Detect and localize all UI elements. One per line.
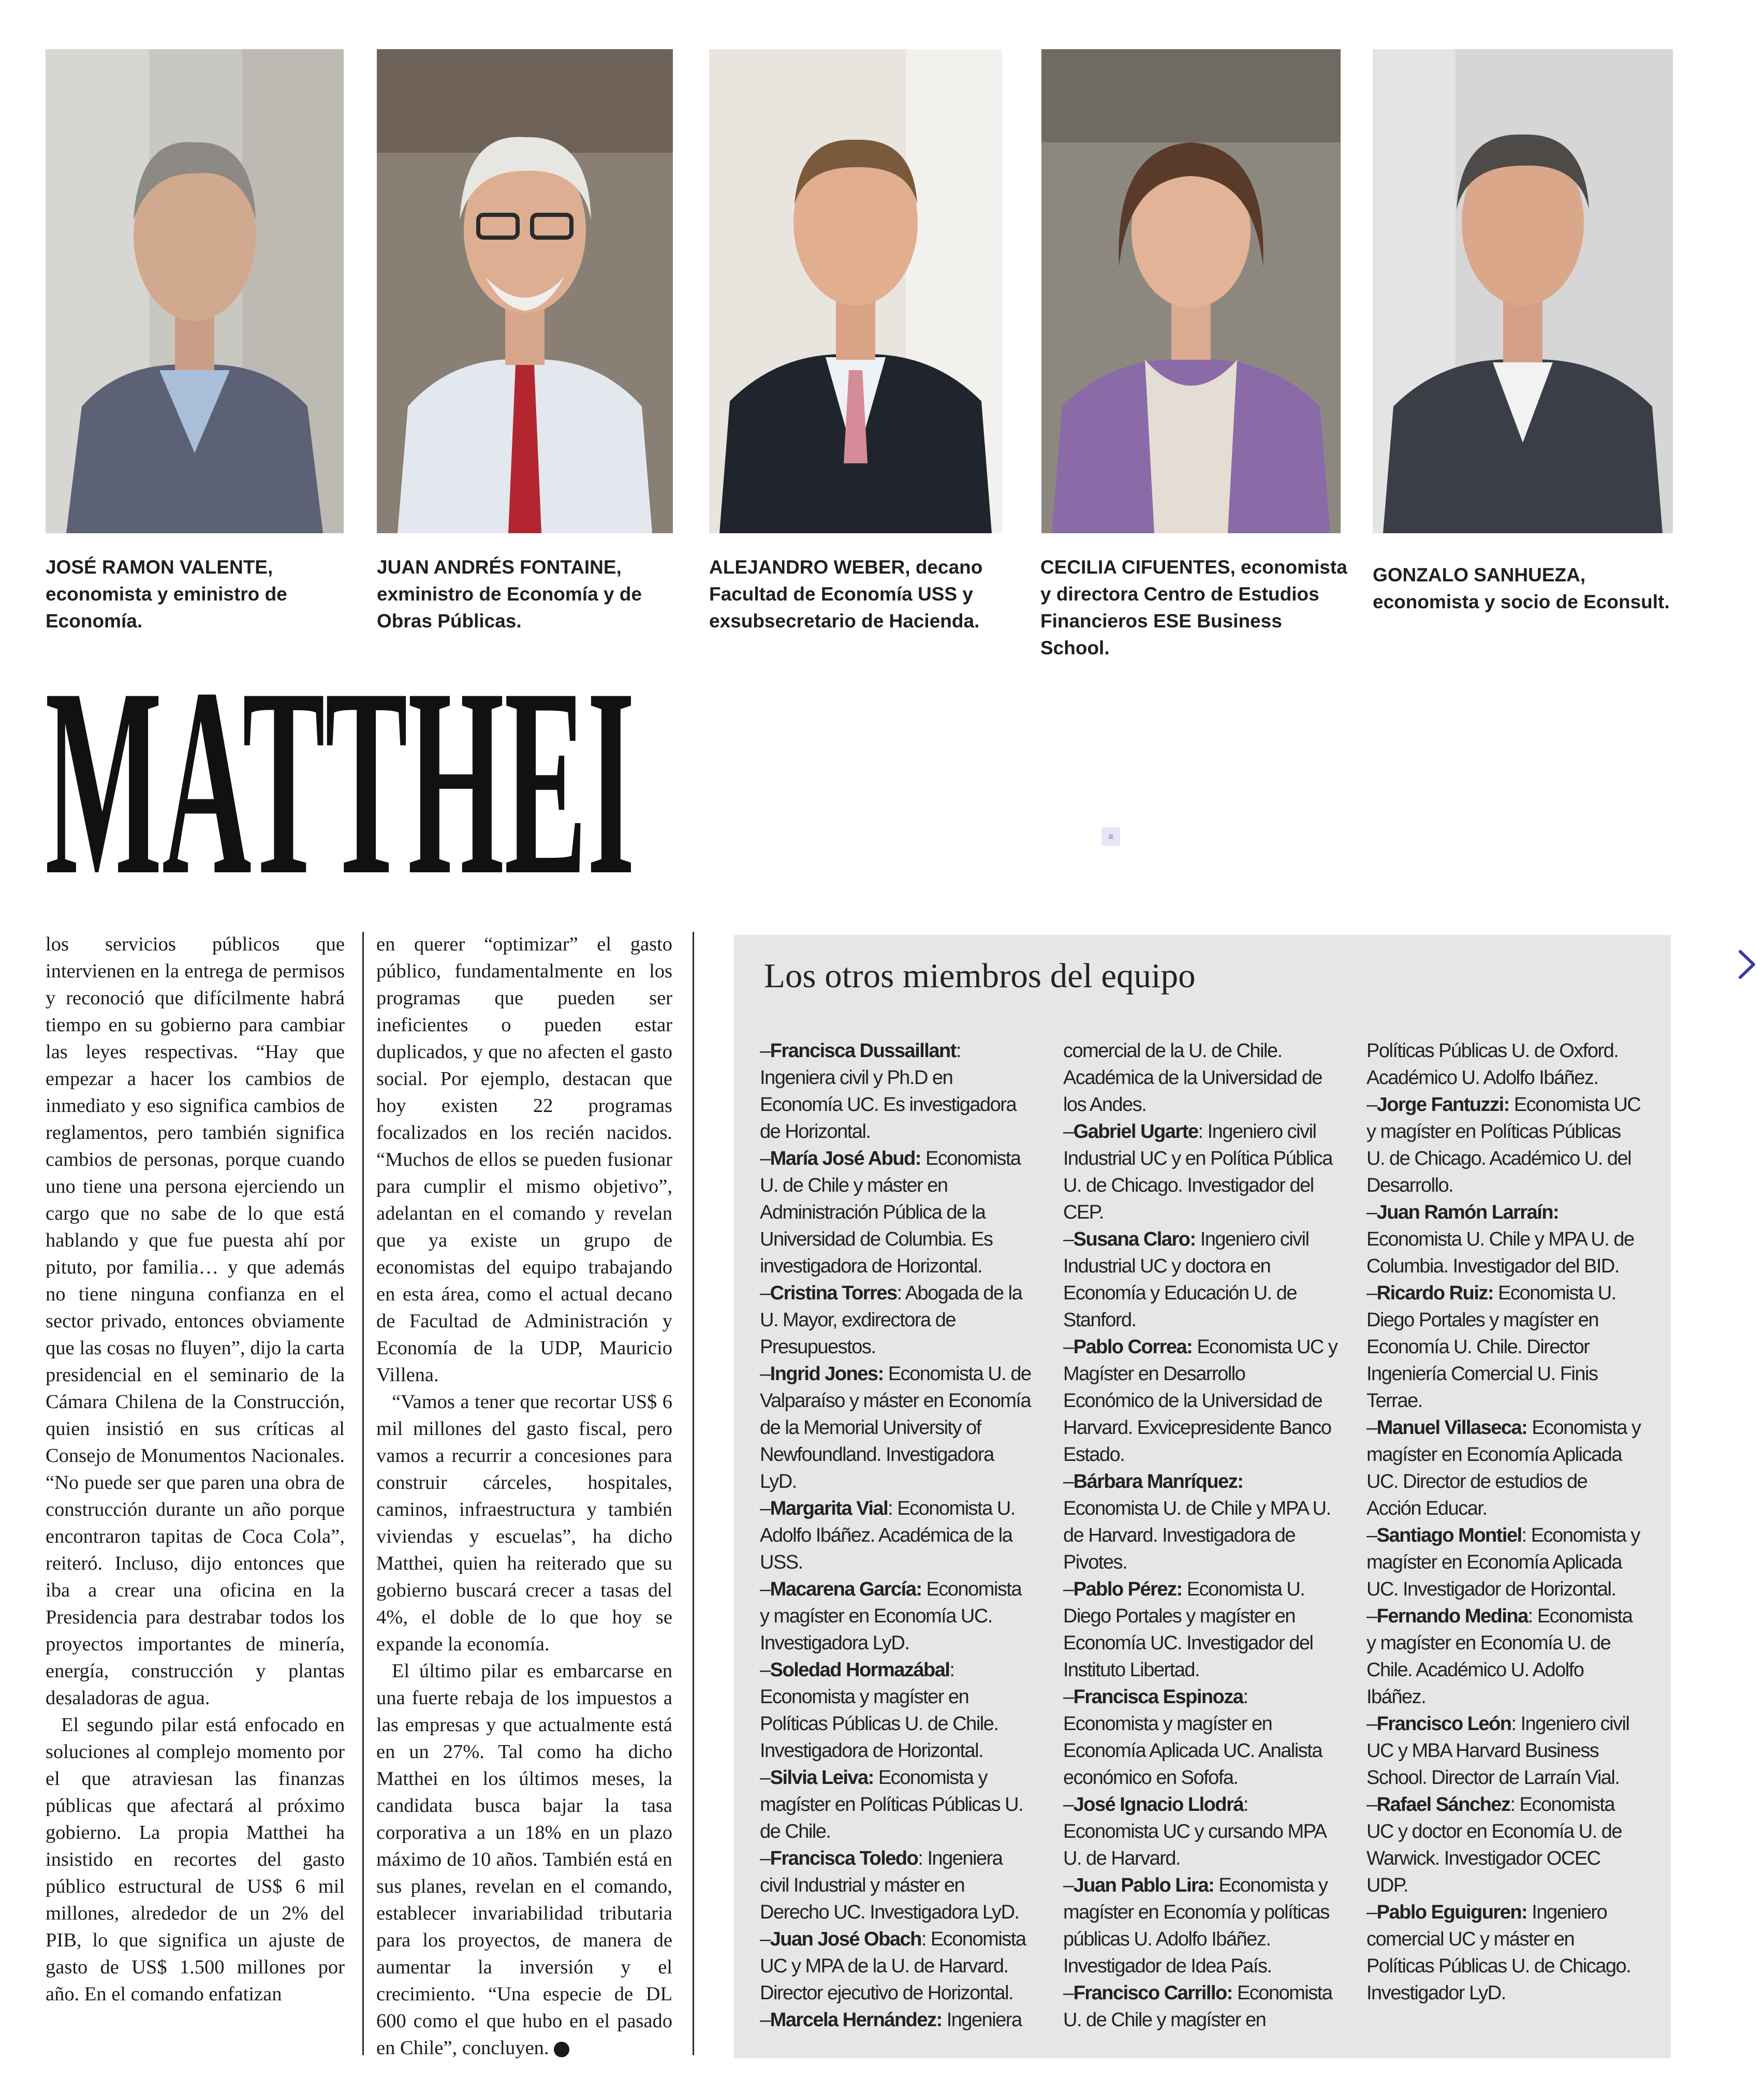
article-paragraph: “Vamos a tener que recortar US$ 6 mil millones del gasto fiscal, pero vamos a recurrir a concesiones para construir cárceles, hospitales, caminos, infraestructura y también viviendas y escuelas”, ha dicho Matthei, quien ha reiterado que su gobierno buscará crecer a tasas del 4%, el doble de lo que hoy se expande la economía. [376, 1391, 672, 1655]
team-member: –Santiago Montiel: Economista y magíster en Economía Aplicada UC. Investigador de Horizontal. [1366, 1525, 1640, 1600]
caption-role: economista y socio de Econsult. [1373, 591, 1670, 612]
team-member-desc: Abogada de la U. Mayor, exdirectora de Presupuestos. [760, 1282, 1022, 1358]
team-member-desc: Economista U. Diego Portales y magíster en Economía UC. Investigador del Instituto Libertad. [1063, 1578, 1313, 1681]
article-paragraph [376, 1658, 672, 2061]
team-member-desc: Economista UC y Magíster en Desarrollo Económico de la Universidad de Harvard. Exvicepresidente Banco Estado. [1063, 1336, 1337, 1466]
team-member-desc: Ingeniera civil Industrial y máster en Derecho UC. Investigadora LyD. [760, 1848, 1019, 1923]
caption-role: economista y eministro de Economía. [46, 583, 287, 632]
team-member-desc: Economista y magíster en Economía Aplicada UC. Investigador de Horizontal. [1366, 1525, 1640, 1600]
team-member-desc: Economista UC y magíster en Políticas Públicas U. de Chicago. Académico U. del Desarrollo. [1366, 1094, 1641, 1196]
team-member-desc: Ingeniera [942, 2009, 1022, 2031]
team-member-desc: Economista U. Diego Portales y magíster en Economía U. Chile. Director Ingeniería Comercial U. Finis Terrae. [1366, 1282, 1616, 1412]
team-member-desc: Ingeniero civil Industrial UC y doctora en Economía y Educación U. de Stanford. [1063, 1228, 1309, 1331]
team-member-name: Juan José Obach [770, 1928, 921, 1950]
team-member-name: Ricardo Ruiz: [1376, 1282, 1494, 1304]
caption-role: decano Facultad de Economía USS y exsubsecretario de Hacienda. [709, 557, 983, 632]
column-divider [693, 932, 694, 2055]
team-member-desc: Economista U. Adolfo Ibáñez. Académica de la USS. [760, 1498, 1015, 1573]
article-column-1 [46, 931, 345, 2008]
team-member: –Margarita Vial: Economista U. Adolfo Ibáñez. Académica de la USS. [760, 1498, 1015, 1573]
caption-name: CECILIA CIFUENTES, [1040, 557, 1236, 578]
caption-name: JOSÉ RAMON VALENTE, [46, 557, 273, 578]
team-member-name: Fernando Medina [1376, 1605, 1528, 1627]
team-member: –Juan José Obach: Economista UC y MPA de la U. de Harvard. Director ejecutivo de Horizontal. [760, 1928, 1026, 2004]
masthead-text: MATTHEI [45, 663, 635, 880]
team-member-desc: Economista y magíster en Economía Aplicada UC. Director de estudios de Acción Educar. [1366, 1417, 1641, 1519]
team-member-desc: Economista y magíster en Economía UC. Investigadora LyD. [760, 1578, 1022, 1654]
caption-name: JUAN ANDRÉS FONTAINE, [377, 557, 622, 578]
team-member: –María José Abud: Economista U. de Chile y máster en Administración Pública de la Universidad de Columbia. Es investigadora de Horizontal. [760, 1148, 1021, 1277]
caption-weber [709, 554, 1025, 635]
article-text: El último pilar es embarcarse en una fuerte rebaja de los impuestos a las empresas y que actualmente está en un 27%. Tal como ha dicho Matthei en los últimos meses, la candidata busca bajar la tasa corporativa a un 18% en un plazo máximo de 10 años. También está en sus planes, revelan en el comando, establecer invariabilidad tributaria para los proyectos, de manera de aumentar la inversión y el crecimiento. “Una especie de DL 600 como el que hubo en el pasado en Chile”, concluyen. [376, 1660, 672, 2059]
team-member-name: Pablo Eguiguren: [1376, 1901, 1527, 1923]
team-member: –José Ignacio Llodrá: Economista UC y cursando MPA U. de Harvard. [1063, 1794, 1326, 1869]
masthead-title [42, 663, 638, 880]
team-member-name: Manuel Villaseca: [1376, 1417, 1527, 1439]
team-member-desc: Economista y magíster en Economía y políticas públicas U. Adolfo Ibáñez. Investigador de Idea País. [1063, 1875, 1329, 1977]
team-member: –Francisca Espinoza: Economista y magíster en Economía Aplicada UC. Analista económico en Sofofa. [1063, 1686, 1322, 1789]
team-member: –Pablo Pérez: Economista U. Diego Portales y magíster en Economía UC. Investigador del Instituto Libertad. [1063, 1578, 1313, 1681]
photo-jose-ramon-valente [46, 49, 344, 533]
team-member-name: Bárbara Manríquez: [1073, 1471, 1243, 1492]
team-member-desc: Economista U. de Chile y magíster en [1063, 1982, 1332, 2031]
team-member [1063, 1037, 1337, 1118]
column-divider [362, 932, 364, 2055]
marker-icon[interactable]: ≡ [1101, 827, 1120, 846]
team-member-desc: Economista y magíster en Políticas Públicas U. de Chile. Investigadora de Horizontal. [760, 1686, 998, 1762]
team-member-name: Francisca Dussaillant [770, 1040, 956, 1062]
team-member-desc: Economista y magíster en Economía U. de Chile. Académico U. Adolfo Ibáñez. [1366, 1605, 1633, 1708]
team-member: –Pablo Eguiguren: Ingeniero comercial UC y máster en Políticas Públicas U. de Chicago. Investigador LyD. [1366, 1901, 1631, 2004]
team-member: –Bárbara Manríquez: Economista U. de Chile y MPA U. de Harvard. Investigadora de Pivotes. [1063, 1471, 1331, 1573]
team-member-name: Soledad Hormazábal [770, 1659, 950, 1681]
team-member-name: Juan Pablo Lira: [1073, 1875, 1214, 1896]
team-member-name: Francisca Toledo [770, 1848, 918, 1869]
team-member-name: Francisco León [1376, 1713, 1511, 1735]
team-member-desc: Economista U. de Valparaíso y máster en Economía de la Memorial University of Newfoundland. Investigadora LyD. [760, 1363, 1031, 1492]
team-member-name: Rafael Sánchez [1376, 1794, 1510, 1816]
team-member-name: Francisca Espinoza [1073, 1686, 1243, 1708]
team-member-name: Gabriel Ugarte [1073, 1121, 1198, 1143]
team-member: –Marcela Hernández: Ingeniera [760, 2009, 1022, 2031]
caption-fontaine [377, 554, 693, 635]
photo-alejandro-weber [709, 49, 1002, 533]
team-member-desc: Economista y magíster en Políticas Públicas U. de Chile. [760, 1767, 1023, 1842]
team-member-desc: Economista UC y doctor en Economía U. de Warwick. Investigador OCEC UDP. [1366, 1794, 1622, 1896]
photo-gonzalo-sanhueza [1373, 49, 1673, 533]
team-column-1 [760, 1037, 1034, 2033]
team-member: –Susana Claro: Ingeniero civil Industrial UC y doctora en Economía y Educación U. de Stanford. [1063, 1228, 1309, 1331]
team-member-name: Silvia Leiva: [770, 1767, 874, 1789]
team-member: –Ingrid Jones: Economista U. de Valparaíso y máster en Economía de la Memorial University of Newfoundland. Investigadora LyD. [760, 1363, 1031, 1492]
caption-sanhueza [1373, 562, 1694, 616]
team-member: –Juan Ramón Larraín: Economista U. Chile y MPA U. de Columbia. Investigador del BID. [1366, 1202, 1634, 1277]
team-member: –Juan Pablo Lira: Economista y magíster en Economía y políticas públicas U. Adolfo Ibáñez. Investigador de Idea País. [1063, 1875, 1329, 1977]
caption-valente [46, 554, 356, 635]
team-member-name: Pablo Correa: [1073, 1336, 1193, 1358]
caption-role: exministro de Economía y de Obras Públicas. [377, 583, 642, 632]
team-column-3 [1366, 1037, 1641, 2007]
team-member-desc: Ingeniero civil Industrial UC y en Política Pública U. de Chicago. Investigador del CEP. [1063, 1121, 1332, 1223]
team-member-name: José Ignacio Llodrá [1073, 1794, 1244, 1816]
team-box [734, 935, 1671, 2058]
article-paragraph: en querer “optimizar” el gasto público, fundamentalmente en los programas que pueden ser ineficientes o pueden estar duplicados, y que no afecten el gasto social. Por ejemplo, destacan que hoy existen 22 programas focalizados en los recién nacidos. “Muchos de ellos se pueden fusionar para cumplir el mismo objetivo”, adelantan en el comando y revelan que ya existe un grupo de economistas del equipo trabajando en esta área, como el actual decano de Facultad de Administración y Economía de la UDP, Mauricio Villena. [376, 933, 672, 1386]
team-member-name: María José Abud: [770, 1148, 921, 1169]
team-member: –Rafael Sánchez: Economista UC y doctor en Economía U. de Warwick. Investigador OCEC UDP. [1366, 1794, 1622, 1896]
team-member-desc: comercial de la U. de Chile. Académica de la Universidad de los Andes. [1063, 1040, 1322, 1116]
article-column-2 [376, 931, 672, 2061]
team-member-desc: Economista U. de Chile y MPA U. de Harvard. Investigadora de Pivotes. [1063, 1498, 1331, 1573]
team-member: –Francisco Carrillo: Economista U. de Chile y magíster en [1063, 1982, 1332, 2031]
team-member [1366, 1037, 1641, 1091]
team-member-name: Macarena García: [770, 1578, 922, 1600]
team-member: –Francisco León: Ingeniero civil UC y MBA Harvard Business School. Director de Larraín Vial. [1366, 1713, 1629, 1789]
end-mark: P [554, 2042, 569, 2057]
photo-juan-andres-fontaine [377, 49, 673, 533]
team-member-name: Santiago Montiel [1376, 1525, 1522, 1546]
team-member-name: Cristina Torres [770, 1282, 897, 1304]
team-member-name: Francisco Carrillo: [1073, 1982, 1232, 2004]
team-member: –Macarena García: Economista y magíster en Economía UC. Investigadora LyD. [760, 1578, 1022, 1654]
article-paragraph: El segundo pilar está enfocado en soluciones al complejo momento por el que atraviesan las finanzas públicas que afectará al próximo gobierno. La propia Matthei ha insistido en recortes del gasto público estructural de US$ 6 mil millones, alrededor de un 2% del PIB, lo que significa un ajuste de gasto de US$ 1.500 millones por año. En el comando enfatizan [46, 1714, 345, 2005]
team-member-desc: Economista UC y MPA de la U. de Harvard. Director ejecutivo de Horizontal. [760, 1928, 1026, 2004]
team-member-desc: Economista U. Chile y MPA U. de Columbia. Investigador del BID. [1366, 1228, 1634, 1277]
team-member: –Cristina Torres: Abogada de la U. Mayor, exdirectora de Presupuestos. [760, 1282, 1022, 1358]
team-member: –Ricardo Ruiz: Economista U. Diego Portales y magíster en Economía U. Chile. Director Ingeniería Comercial U. Finis Terrae. [1366, 1282, 1616, 1412]
team-column-2 [1063, 1037, 1337, 2033]
team-member-name: Juan Ramón Larraín: [1376, 1202, 1559, 1223]
team-member-name: Pablo Pérez: [1073, 1578, 1182, 1600]
team-member: –Manuel Villaseca: Economista y magíster en Economía Aplicada UC. Director de estudios de Acción Educar. [1366, 1417, 1641, 1519]
team-member: –Pablo Correa: Economista UC y Magíster en Desarrollo Económico de la Universidad de Harvard. Exvicepresidente Banco Estado. [1063, 1336, 1337, 1466]
team-member-desc: Ingeniera civil y Ph.D en Economía UC. Es investigadora de Horizontal. [760, 1067, 1017, 1143]
team-member-desc: Políticas Públicas U. de Oxford. Académico U. Adolfo Ibáñez. [1366, 1040, 1619, 1089]
team-member: –Gabriel Ugarte: Ingeniero civil Industrial UC y en Política Pública U. de Chicago. Investigador del CEP. [1063, 1121, 1332, 1223]
team-member: –Jorge Fantuzzi: Economista UC y magíster en Políticas Públicas U. de Chicago. Académico U. del Desarrollo. [1366, 1094, 1641, 1196]
caption-cifuentes [1040, 554, 1356, 662]
article-paragraph: los servicios públicos que intervienen en la entrega de permisos y reconoció que difícilmente habrá tiempo en su gobierno para cambiar las leyes respectivas. “Hay que empezar a hacer los cambios de inmediato y eso significa cambios de reglamentos, pero también significa cambios de personas, porque cuando uno tiene una persona ejerciendo un cargo que no sabe de lo que está hablando y que fue puesta ahí por pituto, por familia… y que además no tiene ninguna confianza en el sector privado, entonces obviamente que las cosas no fluyen”, dijo la carta presidencial en el seminario de la Cámara Chilena de la Construcción, quien insistió en sus críticas al Consejo de Monumentos Nacionales. “No puede ser que paren una obra de construcción durante un año porque encontraron tapitas de Coca Cola”, reiteró. Incluso, dijo entonces que iba a crear una oficina en la Presidencia para destrabar todos los proyectos importantes de minería, energía, construcción y plantas desaladoras de agua. [46, 933, 345, 1709]
team-member-name: Jorge Fantuzzi: [1376, 1094, 1509, 1116]
team-member-desc: Economista UC y cursando MPA U. de Harvard. [1063, 1821, 1326, 1869]
team-member-name: Margarita Vial [770, 1498, 888, 1519]
team-member: –Soledad Hormazábal: Economista y magíster en Políticas Públicas U. de Chile. Investigadora de Horizontal. [760, 1659, 998, 1762]
team-member-desc: Ingeniero civil UC y MBA Harvard Business School. Director de Larraín Vial. [1366, 1713, 1629, 1789]
team-member-name: Marcela Hernández: [770, 2009, 942, 2031]
caption-name: GONZALO SANHUEZA, [1373, 564, 1586, 585]
team-member: –Francisca Dussaillant: Ingeniera civil y Ph.D en Economía UC. Es investigadora de Horizontal. [760, 1040, 1017, 1143]
caption-role: economista y directora Centro de Estudios Financieros ESE Business School. [1040, 557, 1347, 658]
team-member: –Fernando Medina: Economista y magíster en Economía U. de Chile. Académico U. Adolfo Ibáñez. [1366, 1605, 1633, 1708]
team-member-name: Ingrid Jones: [770, 1363, 884, 1385]
team-member-name: Susana Claro: [1073, 1228, 1196, 1250]
team-member: –Francisca Toledo: Ingeniera civil Industrial y máster en Derecho UC. Investigadora LyD. [760, 1848, 1019, 1923]
chevron-right-icon[interactable] [1734, 946, 1760, 983]
team-member-desc: Economista U. de Chile y máster en Administración Pública de la Universidad de Columbia. Es investigadora de Horizontal. [760, 1148, 1021, 1277]
team-member: –Silvia Leiva: Economista y magíster en Políticas Públicas U. de Chile. [760, 1767, 1023, 1842]
photo-cecilia-cifuentes [1041, 49, 1341, 533]
caption-name: ALEJANDRO WEBER, [709, 557, 910, 578]
team-member-desc: Ingeniero comercial UC y máster en Políticas Públicas U. de Chicago. Investigador LyD. [1366, 1901, 1631, 2004]
team-box-title: Los otros miembros del equipo [764, 957, 1196, 995]
team-member-desc: Economista y magíster en Economía Aplicada UC. Analista económico en Sofofa. [1063, 1713, 1322, 1789]
